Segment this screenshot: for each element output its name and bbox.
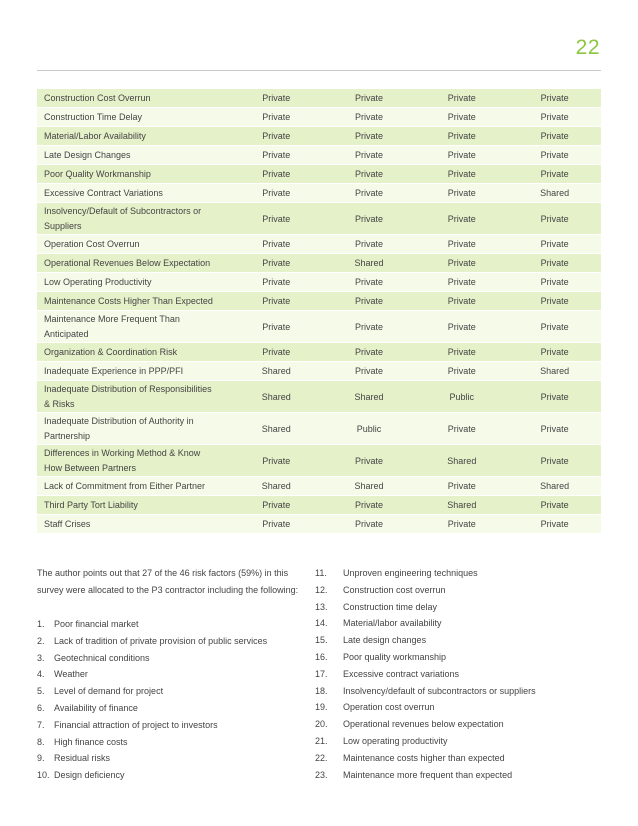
list-item-number: 2. [37,635,45,646]
allocation-cell: Private [323,496,416,515]
risk-list-right [315,565,605,783]
list-item [315,565,605,582]
list-item-number: 6. [37,702,45,713]
risk-factor-cell [37,273,230,292]
allocation-cell: Private [508,273,601,292]
list-item-number: 22. [315,752,328,763]
list-item-text: Unproven engineering techniques [343,568,478,578]
allocation-cell: Private [508,496,601,515]
list-item-number: 12. [315,584,328,595]
list-item-number: 17. [315,668,328,679]
allocation-cell: Private [508,343,601,362]
risk-factor-line: Material/Labor Availability [44,130,146,141]
table-row [37,343,601,362]
allocation-cell: Private [323,203,416,235]
risk-factor-cell [37,496,230,515]
list-item-text: Residual risks [54,753,111,764]
risk-factor-cell [37,89,230,108]
table-row [37,496,601,515]
risk-factor-line: Differences in Working Method & Know [44,447,201,458]
list-item-text: Maintenance more frequent than expected [343,769,513,780]
intro-paragraph: The author points out that 27 of the 46 risk factors (59%) in this survey were allocated to the P3 contractor including the following: [37,568,299,595]
allocation-cell: Private [415,146,508,165]
list-item [315,666,605,683]
allocation-cell: Private [230,89,323,108]
list-item-text: Weather [54,669,88,680]
allocation-cell: Private [508,165,601,184]
list-item [315,733,605,750]
risk-factor-line: Excessive Contract Variations [44,187,163,198]
list-item-number: 8. [37,736,45,747]
allocation-cell: Private [508,381,601,413]
list-item-text: Operation cost overrun [343,702,435,713]
risk-factor-cell [37,292,230,311]
risk-factor-line: Suppliers [44,220,82,231]
allocation-cell: Private [415,515,508,534]
table-row [37,381,601,413]
list-item-text: Design deficiency [54,770,125,781]
table-row [37,311,601,343]
allocation-cell: Private [415,184,508,203]
table-row [37,515,601,534]
allocation-cell: Shared [230,477,323,496]
allocation-cell: Private [508,89,601,108]
risk-factor-cell [37,381,230,413]
allocation-cell: Private [508,127,601,146]
list-item-number: 15. [315,635,328,646]
allocation-cell: Shared [415,496,508,515]
table-row [37,254,601,273]
table-row [37,184,601,203]
list-item-text: Operational revenues below expectation [343,719,504,730]
table-row [37,413,601,445]
risk-factor-cell [37,254,230,273]
list-item-text: Material/labor availability [343,618,442,629]
list-item [37,767,299,784]
allocation-cell: Shared [323,254,416,273]
allocation-cell: Private [230,127,323,146]
allocation-cell: Private [323,515,416,534]
risk-factor-line: Lack of Commitment from Either Partner [44,480,206,491]
allocation-cell: Private [415,165,508,184]
list-item [37,717,299,734]
allocation-cell: Public [415,381,508,413]
allocation-cell: Private [508,254,601,273]
allocation-cell: Private [508,146,601,165]
allocation-cell: Shared [323,477,416,496]
list-item-number: 4. [37,669,45,680]
allocation-cell: Private [323,127,416,146]
allocation-cell: Private [415,203,508,235]
allocation-cell: Private [415,311,508,343]
list-item [315,750,605,767]
risk-factor-line: Maintenance More Frequent Than [44,313,180,324]
risk-factor-cell [37,515,230,534]
allocation-cell: Private [508,515,601,534]
allocation-cell: Private [230,343,323,362]
table-row [37,292,601,311]
allocation-cell: Private [323,108,416,127]
allocation-cell: Private [508,235,601,254]
list-item [315,699,605,716]
risk-allocation-table [37,89,601,534]
list-item-number: 9. [37,753,45,764]
list-item-text: Poor financial market [54,619,139,629]
list-item [37,650,299,667]
allocation-cell: Private [323,362,416,381]
list-item-number: 5. [37,686,45,697]
allocation-cell: Public [323,413,416,445]
list-item-text: Maintenance costs higher than expected [343,752,505,763]
allocation-cell: Private [230,108,323,127]
list-item-text: Poor quality workmanship [343,651,447,662]
table-row [37,477,601,496]
allocation-cell: Shared [508,184,601,203]
allocation-cell: Private [323,343,416,362]
allocation-cell: Private [415,273,508,292]
list-item-text: Geotechnical conditions [54,652,150,663]
allocation-cell: Private [323,273,416,292]
allocation-cell: Private [415,89,508,108]
list-item-number: 13. [315,601,328,612]
allocation-cell: Private [230,146,323,165]
list-item-text: Financial attraction of project to investors [54,719,218,730]
allocation-cell: Private [415,292,508,311]
risk-factor-line: How Between Partners [44,462,137,473]
risk-factor-line: Inadequate Experience in PPP/PFI [44,365,184,376]
list-item-number: 18. [315,685,328,696]
allocation-cell: Private [415,254,508,273]
list-item-number: 7. [37,719,45,730]
table-row [37,203,601,235]
list-item-number: 1. [37,619,45,629]
risk-factor-cell [37,445,230,477]
list-item [315,683,605,700]
allocation-cell: Shared [508,477,601,496]
table-row [37,445,601,477]
allocation-cell: Private [230,203,323,235]
table-row [37,273,601,292]
allocation-cell: Private [508,108,601,127]
risk-factor-cell [37,203,230,235]
allocation-cell: Private [415,108,508,127]
risk-factor-cell [37,413,230,445]
list-item-number: 23. [315,769,328,780]
list-item [37,734,299,751]
list-item [315,649,605,666]
allocation-cell: Private [508,445,601,477]
list-item [37,616,299,633]
allocation-cell: Private [230,165,323,184]
list-item-text: Construction cost overrun [343,584,446,595]
risk-factor-line: Inadequate Distribution of Authority in [44,415,194,426]
list-item-text: Lack of tradition of private provision of public services [54,635,268,646]
allocation-cell: Private [508,311,601,343]
allocation-cell: Private [323,311,416,343]
list-item-number: 10. [37,770,50,781]
list-item [315,767,605,784]
risk-factor-cell [37,343,230,362]
list-item-number: 3. [37,652,45,663]
allocation-cell: Private [230,273,323,292]
allocation-cell: Private [323,89,416,108]
risk-list-left [37,616,299,784]
list-item-number: 19. [315,702,328,713]
list-item-text: Low operating productivity [343,735,448,746]
risk-factor-line: Partnership [44,430,91,441]
allocation-cell: Private [323,165,416,184]
allocation-cell: Shared [415,445,508,477]
risk-factor-line: Low Operating Productivity [44,276,152,287]
risk-factor-line: Anticipated [44,328,89,339]
risk-factor-cell [37,127,230,146]
allocation-cell: Private [230,235,323,254]
allocation-cell: Private [415,362,508,381]
list-item [315,716,605,733]
list-item-text: Availability of finance [54,702,138,713]
allocation-cell: Private [230,254,323,273]
risk-factor-line: Organization & Coordination Risk [44,346,178,357]
list-item [37,700,299,717]
allocation-cell: Private [415,127,508,146]
header-divider [37,70,601,71]
table-row [37,235,601,254]
allocation-cell: Private [415,235,508,254]
table-row [37,146,601,165]
allocation-cell: Private [323,235,416,254]
allocation-cell: Private [230,445,323,477]
list-item-text: Excessive contract variations [343,668,460,679]
allocation-cell: Private [508,292,601,311]
list-item-text: Insolvency/default of subcontractors or suppliers [343,685,536,696]
table-row [37,108,601,127]
list-item [315,599,605,616]
allocation-cell: Shared [323,381,416,413]
allocation-cell: Shared [508,362,601,381]
risk-factor-line: Maintenance Costs Higher Than Expected [44,295,213,306]
allocation-cell: Private [415,477,508,496]
list-item-number: 14. [315,618,328,629]
risk-factor-line: Construction Time Delay [44,111,143,122]
risk-factor-line: & Risks [44,398,75,409]
allocation-cell: Private [230,515,323,534]
allocation-cell: Shared [230,362,323,381]
allocation-cell: Private [415,343,508,362]
list-item [37,666,299,683]
list-item [315,582,605,599]
allocation-cell: Shared [230,381,323,413]
risk-factor-cell [37,165,230,184]
list-item-number: 16. [315,651,328,662]
allocation-cell: Private [230,184,323,203]
table-row [37,362,601,381]
risk-factor-line: Inadequate Distribution of Responsibilities [44,383,212,394]
risk-factor-cell [37,184,230,203]
list-item-text: Construction time delay [343,601,438,612]
allocation-cell: Private [230,292,323,311]
list-item-number: 11. [315,568,327,578]
risk-factor-line: Third Party Tort Liability [44,499,138,510]
risk-factor-cell [37,235,230,254]
allocation-cell: Private [323,146,416,165]
allocation-cell: Private [508,413,601,445]
table-row [37,89,601,108]
list-item [37,750,299,767]
risk-factor-line: Insolvency/Default of Subcontractors or [44,205,202,216]
allocation-cell: Private [230,311,323,343]
risk-factor-line: Operational Revenues Below Expectation [44,257,211,268]
risk-factor-line: Construction Cost Overrun [44,92,151,103]
table-row [37,127,601,146]
list-item [315,632,605,649]
list-item-number: 20. [315,719,328,730]
allocation-cell: Private [230,496,323,515]
risk-factor-line: Operation Cost Overrun [44,238,140,249]
list-item-text: Level of demand for project [54,686,164,697]
risk-factor-line: Poor Quality Workmanship [44,168,151,179]
list-item [37,633,299,650]
risk-factor-cell [37,362,230,381]
allocation-cell: Private [323,184,416,203]
risk-factor-line: Staff Crises [44,518,91,529]
list-item [37,683,299,700]
risk-factor-cell [37,477,230,496]
list-item-number: 21. [315,735,328,746]
risk-factor-cell [37,146,230,165]
allocation-cell: Private [508,203,601,235]
risk-factor-cell [37,311,230,343]
allocation-cell: Private [323,445,416,477]
risk-factor-line: Late Design Changes [44,149,131,160]
list-item-text: Late design changes [343,635,427,646]
allocation-cell: Private [415,413,508,445]
risk-factor-cell [37,108,230,127]
page-number: 22 [575,36,600,59]
list-item [315,615,605,632]
allocation-cell: Shared [230,413,323,445]
list-item-text: High finance costs [54,736,128,747]
table-row [37,165,601,184]
allocation-cell: Private [323,292,416,311]
